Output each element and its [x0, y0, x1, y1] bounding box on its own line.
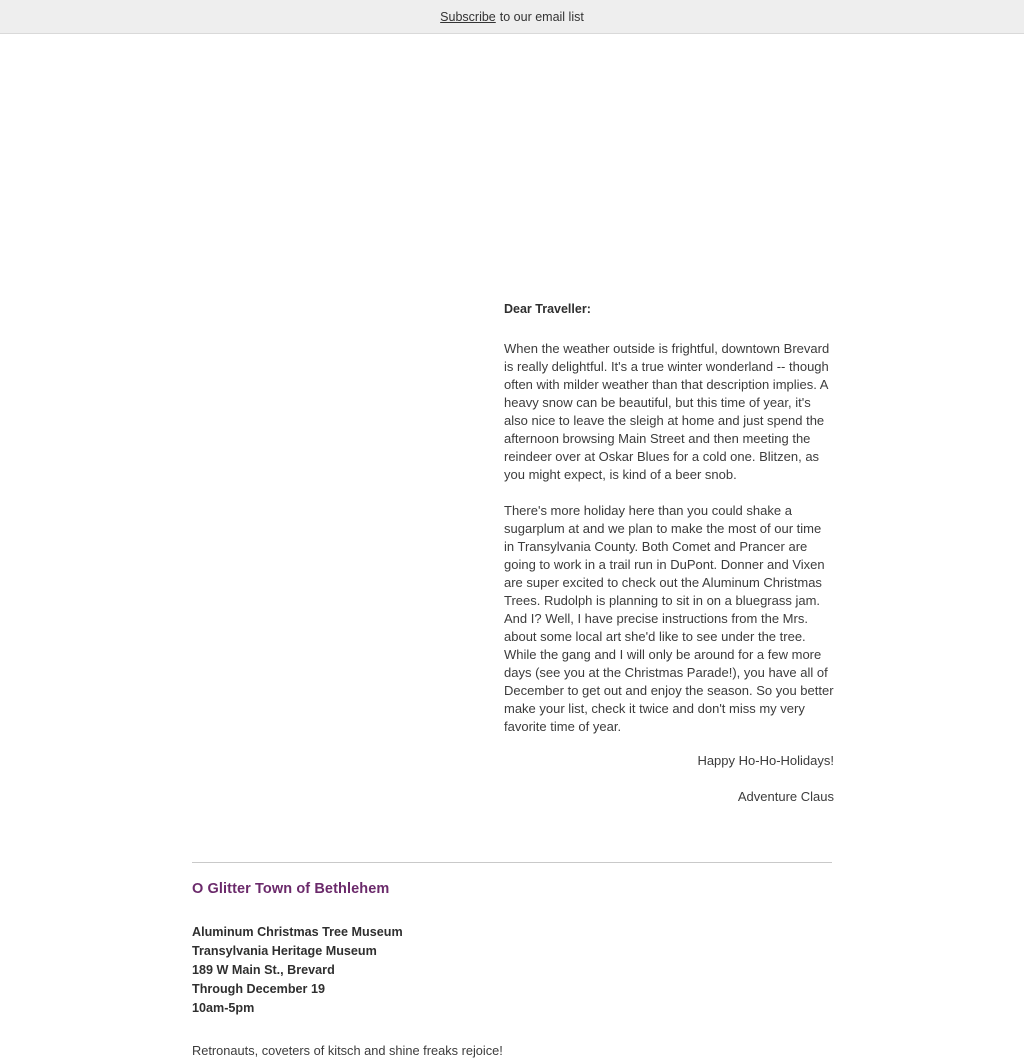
event-address: 189 W Main St., Brevard	[192, 963, 335, 977]
event-venue-secondary: Transylvania Heritage Museum	[192, 944, 377, 958]
section-divider	[192, 862, 832, 863]
event-dates: Through December 19	[192, 982, 325, 996]
subscribe-bar-text: to our email list	[499, 9, 584, 24]
letter-signature: Adventure Claus	[737, 789, 834, 804]
subscribe-bar	[0, 0, 1024, 34]
event-venue-primary: Aluminum Christmas Tree Museum	[192, 925, 403, 939]
event-hours: 10am-5pm	[192, 1001, 255, 1015]
event-details	[192, 923, 832, 1018]
event-blurb: Retronauts, coveters of kitsch and shine freaks rejoice!	[192, 1043, 503, 1058]
event-section	[192, 881, 832, 1060]
letter-paragraph-1: When the weather outside is frightful, downtown Brevard is really delightful. It's a true winter wonderland -- though often with milder weather than that description implies. A heavy snow can be beautiful, but this time of year, it's also nice to leave the sleigh at home and just spend the afternoon browsing Main Street and then meeting the reindeer over at Oskar Blues for a cold one. Blitzen, as you might expect, is kind of a beer snob.	[504, 341, 830, 482]
letter-salutation: Dear Traveller:	[504, 302, 591, 316]
subscribe-link[interactable]: Subscribe	[440, 9, 496, 24]
event-heading: O Glitter Town of Bethlehem	[192, 881, 390, 897]
letter-closing: Happy Ho-Ho-Holidays!	[697, 753, 834, 768]
letter-paragraph-2: There's more holiday here than you could shake a sugarplum at and we plan to make the most of our time in Transylvania County. Both Comet and Prancer are going to work in a trail run in DuPont. Donner and Vixen are super excited to check out the Aluminum Christmas Trees. Rudolph is planning to sit in on a bluegrass jam. And I? Well, I have precise instructions from the Mrs. about some local art she'd like to see under the tree. While the gang and I will only be around for a few more days (see you at the Christmas Parade!), you have all of December to get out and enjoy the season. So you better make your list, check it twice and don't miss my very favorite time of year.	[504, 503, 834, 734]
letter-body	[504, 300, 834, 806]
